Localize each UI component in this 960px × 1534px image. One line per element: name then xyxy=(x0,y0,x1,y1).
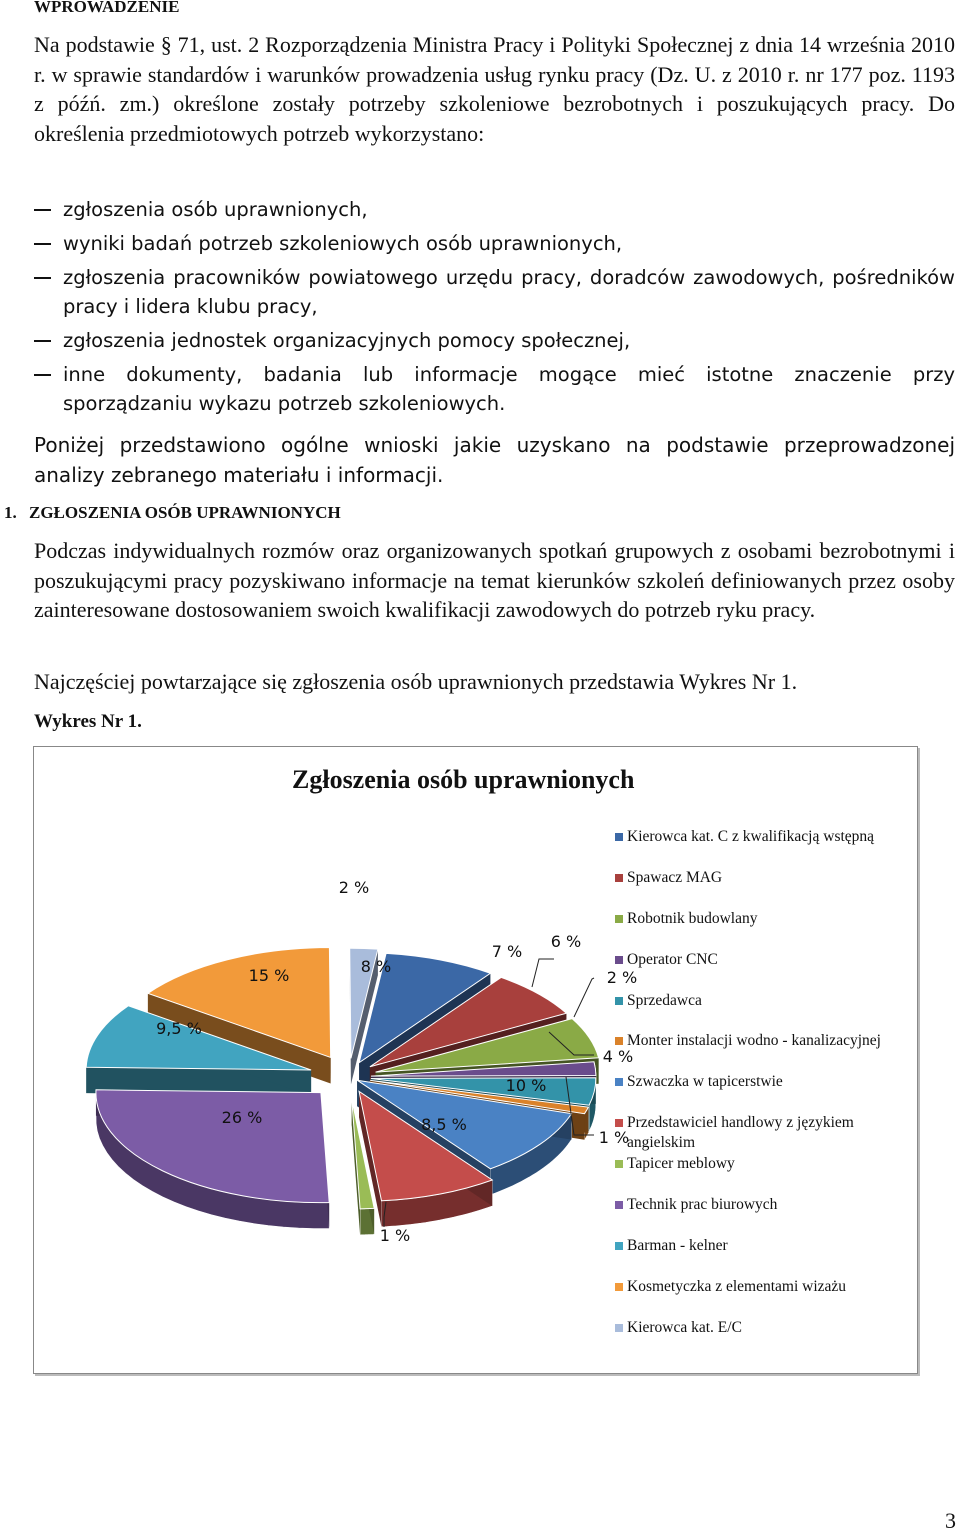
legend-swatch xyxy=(615,1201,623,1209)
legend-label: Monter instalacji wodno - kanalizacyjnej xyxy=(627,1032,881,1049)
section1-heading xyxy=(4,503,341,523)
pie-data-label: 4 % xyxy=(602,1047,634,1066)
chart-caption: Wykres Nr 1. xyxy=(34,711,142,732)
legend-swatch xyxy=(615,1283,623,1291)
list-item: zgłoszenia osób uprawnionych, xyxy=(34,195,955,224)
sources-list xyxy=(34,195,955,423)
legend-label: Przedstawiciel handlowy z językiem angielskim xyxy=(627,1114,854,1151)
legend-item xyxy=(615,1154,917,1174)
pie-chart xyxy=(34,747,638,1367)
pie-data-label: 9,5 % xyxy=(156,1019,202,1038)
pie-chart-frame xyxy=(33,746,918,1374)
legend-item xyxy=(615,1277,917,1297)
legend-item xyxy=(615,1031,917,1051)
legend-label: Barman - kelner xyxy=(627,1237,728,1254)
legend-swatch xyxy=(615,1242,623,1250)
legend-swatch xyxy=(615,1078,623,1086)
pie-data-label: 26 % xyxy=(221,1108,263,1127)
legend-item xyxy=(615,1318,917,1338)
legend-item xyxy=(615,827,917,847)
legend-swatch xyxy=(615,1160,623,1168)
legend-item xyxy=(615,950,917,970)
legend-label: Robotnik budowlany xyxy=(627,910,758,927)
legend-item xyxy=(615,1113,917,1153)
section1-paragraph-2: Najczęściej powtarzające się zgłoszenia osób uprawnionych przedstawia Wykres Nr 1. xyxy=(34,669,798,694)
section1-paragraph: Podczas indywidualnych rozmów oraz organizowanych spotkań grupowych z osobami bezrobotnymi i poszukującymi pracy pozyskiwano informacje na temat kierunków szkoleń definiowanych przez osoby zainteresowane dostosowaniem swoich kwalifikacji zawodowych do potrzeb ryku pracy. xyxy=(34,538,955,623)
legend-label: Kierowca kat. E/C xyxy=(627,1319,742,1336)
legend-swatch xyxy=(615,956,623,964)
legend-swatch xyxy=(615,833,623,841)
leader-line xyxy=(532,959,554,987)
legend-label: Sprzedawca xyxy=(627,992,702,1009)
chart-title: Zgłoszenia osób uprawnionych xyxy=(292,765,635,794)
legend-label: Szwaczka w tapicerstwie xyxy=(627,1073,783,1090)
list-item: zgłoszenia pracowników powiatowego urzędu pracy, doradców zawodowych, pośredników pracy i lidera klubu pracy, xyxy=(34,263,955,321)
section1-number: 1. xyxy=(4,503,17,522)
pie-data-label: 15 % xyxy=(248,966,290,985)
legend-swatch xyxy=(615,1324,623,1332)
legend-item xyxy=(615,991,917,1011)
legend-label: Kosmetyczka z elementami wizażu xyxy=(627,1278,847,1295)
pie-data-label: 10 % xyxy=(505,1076,547,1095)
pie-slice xyxy=(96,1090,329,1203)
pie-data-label: 1 % xyxy=(598,1128,630,1147)
legend-swatch xyxy=(615,1119,623,1127)
legend-item xyxy=(615,868,917,888)
legend-label: Tapicer meblowy xyxy=(627,1155,735,1172)
list-item: zgłoszenia jednostek organizacyjnych pomocy społecznej, xyxy=(34,326,955,355)
legend-swatch xyxy=(615,1037,623,1045)
pie-data-label: 1 % xyxy=(379,1226,411,1245)
legend-item xyxy=(615,1072,917,1092)
intro-paragraph: Na podstawie § 71, ust. 2 Rozporządzenia Ministra Pracy i Polityki Społecznej z dnia 14 września 2010 r. w sprawie standardów i warunków prowadzenia usług rynku pracy (Dz. U. z 2010 r. nr 177 poz. 1193 z późń. zm.) określone zostały potrzeby szkoleniowe bezrobotnych i poszukujących pracy. Do określenia przedmiotowych potrzeb wykorzystano: xyxy=(34,32,955,146)
legend-label: Operator CNC xyxy=(627,951,718,968)
legend-label: Kierowca kat. C z kwalifikacją wstępną xyxy=(627,828,875,845)
legend-swatch xyxy=(615,915,623,923)
section1-title: ZGŁOSZENIA OSÓB UPRAWNIONYCH xyxy=(29,503,341,522)
legend-swatch xyxy=(615,874,623,882)
legend-swatch xyxy=(615,997,623,1005)
legend-label: Technik prac biurowych xyxy=(627,1196,778,1213)
summary-paragraph: Poniżej przedstawiono ogólne wnioski jakie uzyskano na podstawie przeprowadzonej analizy zebranego materiału i informacji. xyxy=(34,433,955,487)
legend-item xyxy=(615,1195,917,1215)
leader-line xyxy=(574,978,594,1017)
legend-item xyxy=(615,1236,917,1256)
legend-item xyxy=(615,909,917,929)
list-item: wyniki badań potrzeb szkoleniowych osób uprawnionych, xyxy=(34,229,955,258)
legend-label: Spawacz MAG xyxy=(627,869,723,886)
list-item: inne dokumenty, badania lub informacje mogące mieć istotne znaczenie przy sporządzaniu wykazu potrzeb szkoleniowych. xyxy=(34,360,955,418)
page-number: 3 xyxy=(945,1508,956,1533)
pie-data-label: 6 % xyxy=(550,932,582,951)
pie-data-label: 8 % xyxy=(360,957,392,976)
pie-data-label: 7 % xyxy=(491,942,523,961)
pie-data-label: 2 % xyxy=(338,878,370,897)
pie-data-label: 2 % xyxy=(606,968,638,987)
intro-heading: WPROWADZENIE xyxy=(34,0,180,16)
pie-data-label: 8,5 % xyxy=(421,1115,467,1134)
